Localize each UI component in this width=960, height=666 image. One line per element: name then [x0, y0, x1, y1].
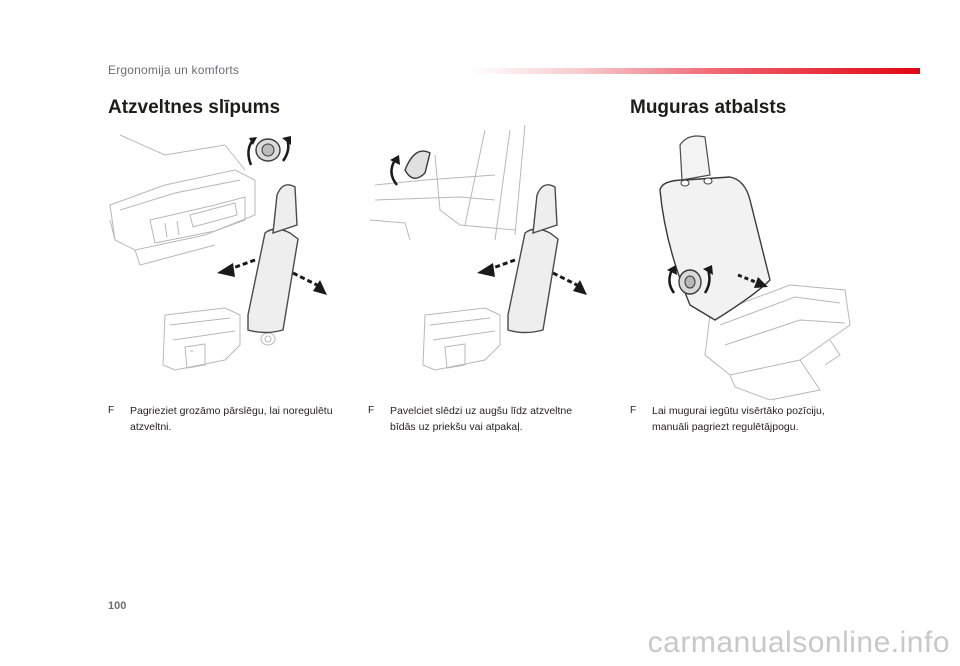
- caption-text: Pavelciet slēdzi uz augšu līdz atzveltne bīdās uz priekšu vai atpakaļ.: [390, 405, 573, 433]
- bullet-icon: F: [108, 405, 115, 416]
- lumbar-support-illustration: [650, 125, 860, 400]
- caption-text: Pagrieziet grozāmo pārslēgu, lai noregulētu atzveltni.: [130, 405, 333, 433]
- caption-text: Lai mugurai iegūtu visērtāko pozīciju, manuāli pagriezt regulētājpogu.: [652, 405, 825, 433]
- bullet-icon: F: [368, 405, 375, 416]
- seat-recline-knob-illustration: [105, 125, 345, 390]
- caption-recline-knob: [108, 403, 338, 435]
- title-backrest-recline: Atzveltnes slīpums: [108, 97, 281, 118]
- page-number: 100: [108, 600, 127, 612]
- caption-lumbar-support: [630, 403, 860, 435]
- watermark: carmanualsonline.info: [647, 626, 950, 659]
- header-accent-bar: [470, 68, 920, 74]
- seat-recline-lever-illustration: [365, 125, 605, 390]
- section-header: Ergonomija un komforts: [108, 63, 240, 77]
- title-lumbar-support: Muguras atbalsts: [630, 97, 787, 118]
- bullet-icon: F: [630, 405, 637, 416]
- caption-recline-lever: [368, 403, 598, 435]
